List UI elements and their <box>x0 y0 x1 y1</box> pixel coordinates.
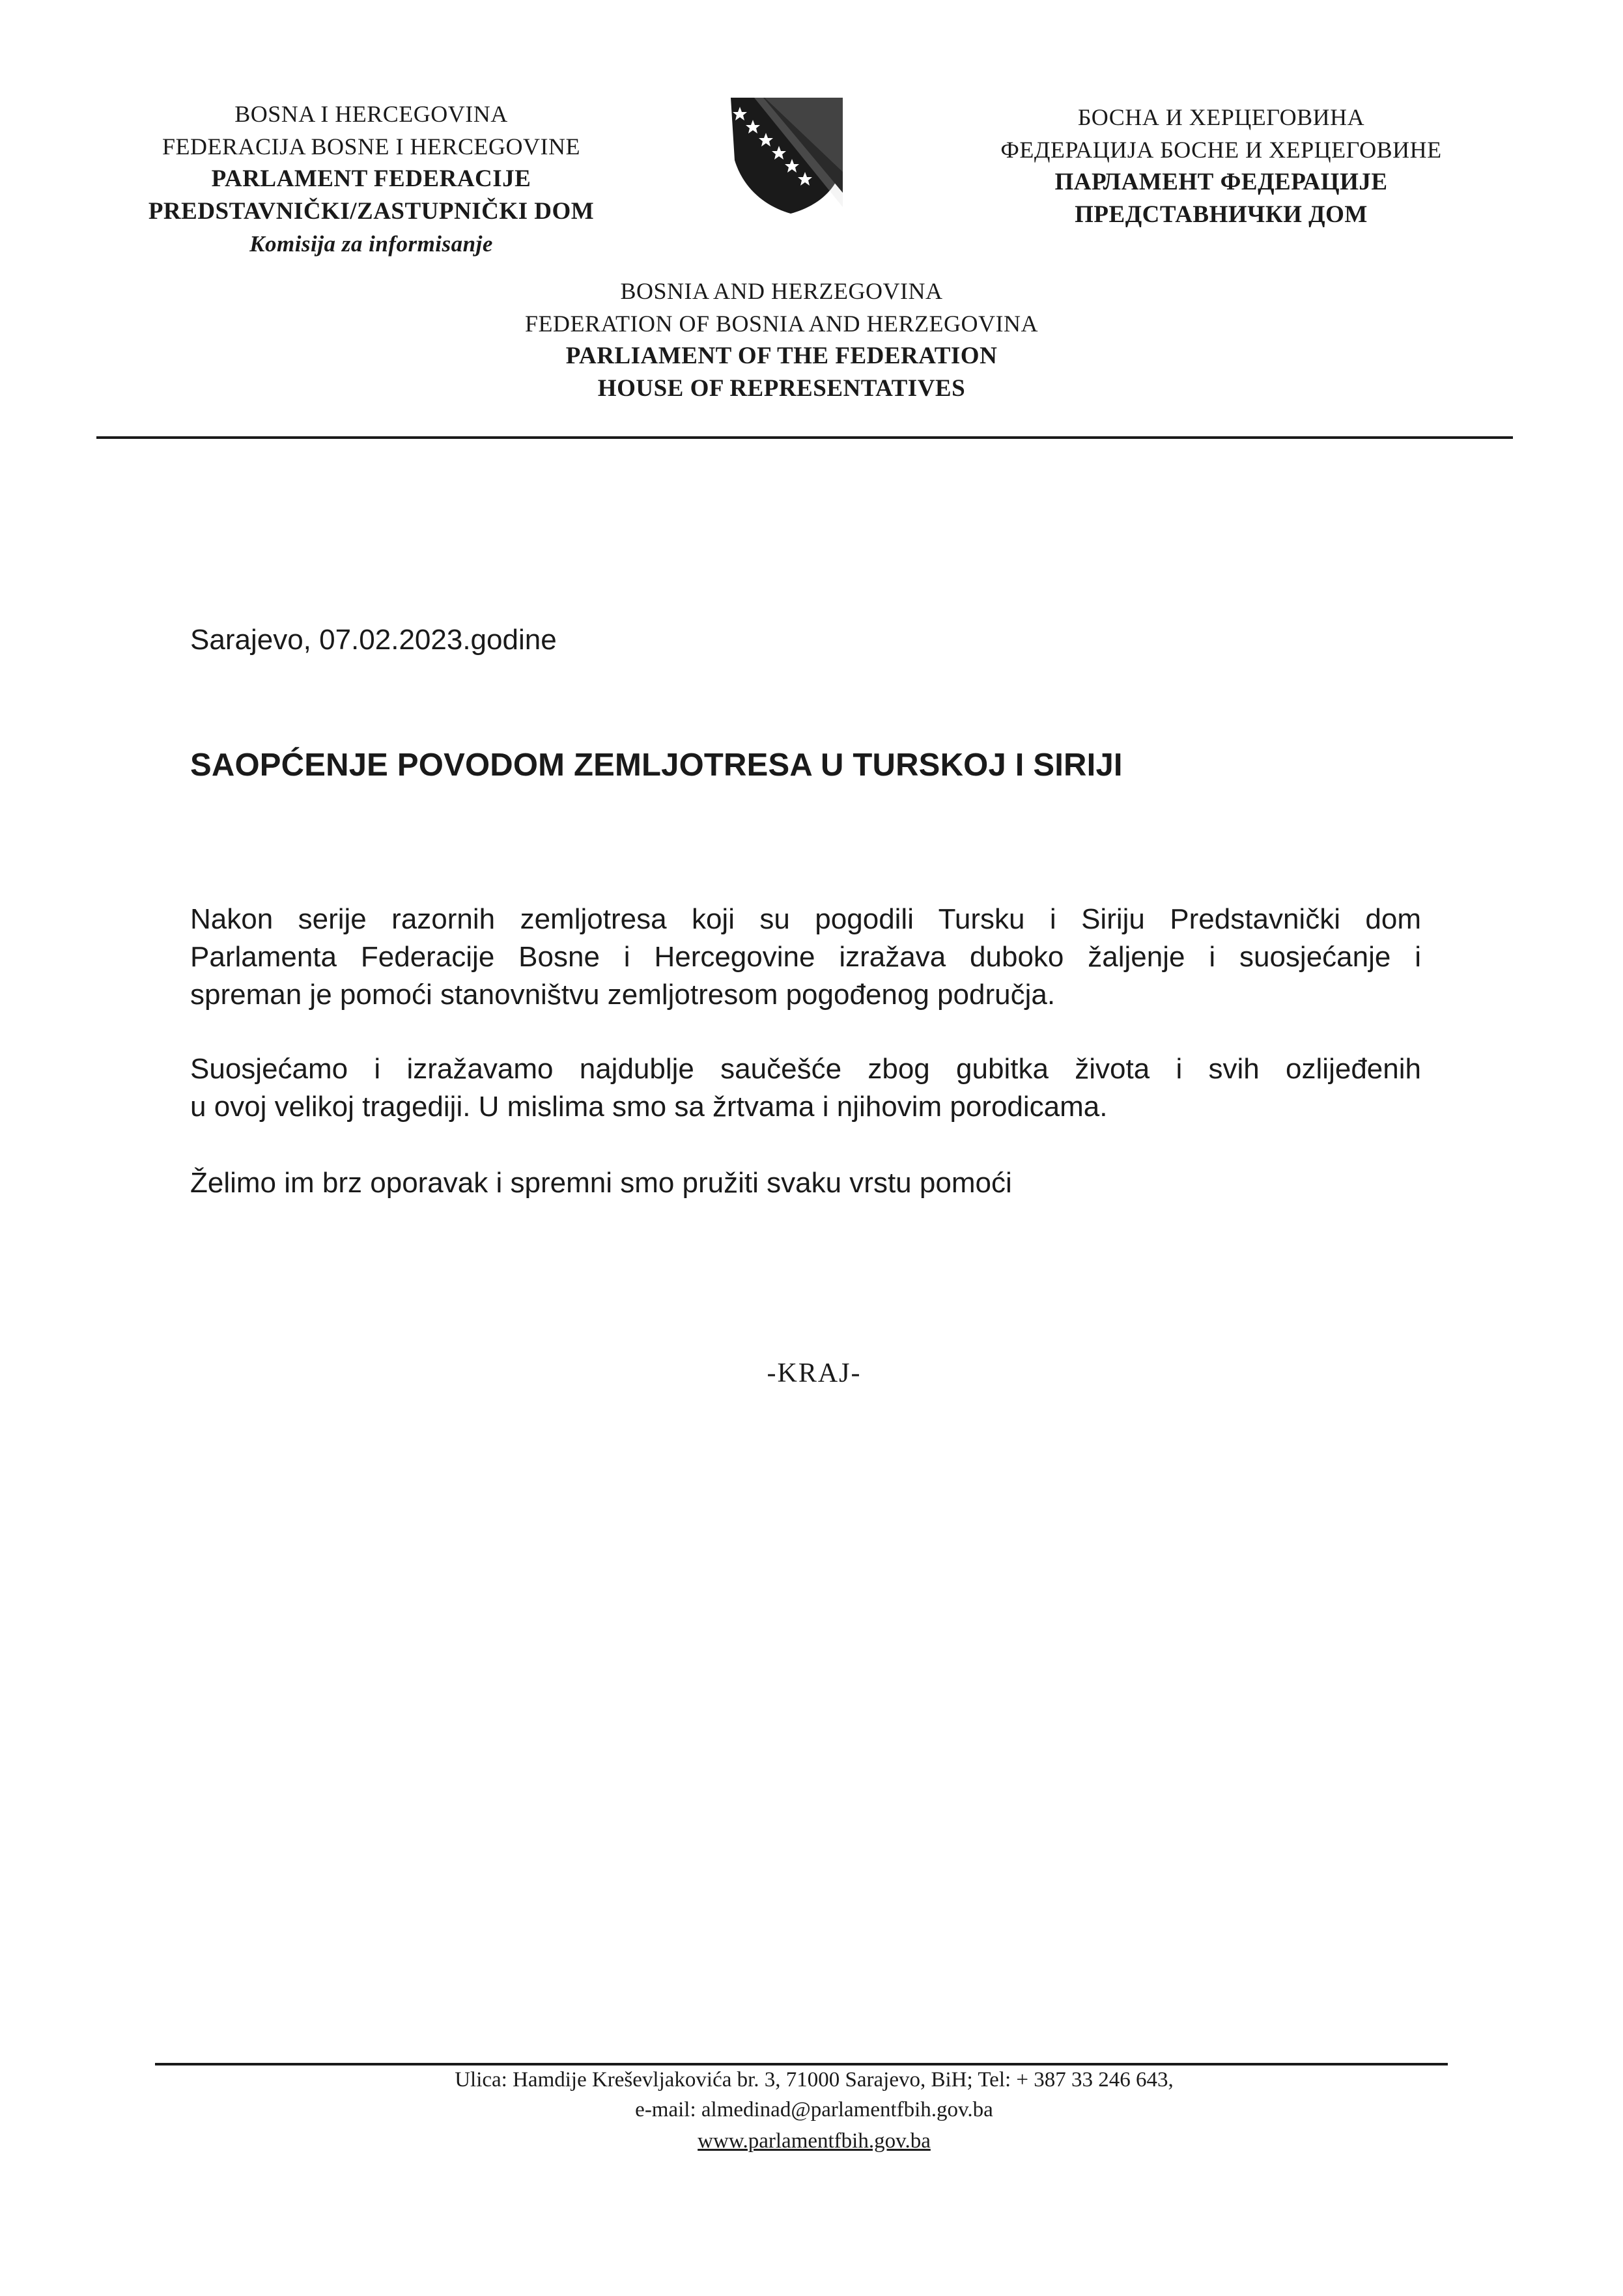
footer-address: Ulica: Hamdije Kreševljakovića br. 3, 71000 Sarajevo, BiH; Tel: + 387 33 246 643, <box>455 2068 1174 2092</box>
end-mark: -KRAJ- <box>767 1358 862 1388</box>
header-latin-commission: Komisija za informisanje <box>249 231 493 257</box>
header-latin-federation: FEDERACIJA BOSNE I HERCEGOVINE <box>162 133 580 160</box>
header-english-country: BOSNIA AND HERZEGOVINA <box>620 278 943 304</box>
footer-divider <box>155 2063 1448 2065</box>
paragraph-1 <box>190 901 1421 1014</box>
paragraph-2-line: u ovoj velikoj tragediji. U mislima smo sa žrtvama i njihovim porodicama. <box>190 1091 1108 1123</box>
header-cyrillic <box>938 101 1504 231</box>
header-english-house: HOUSE OF REPRESENTATIVES <box>597 375 966 402</box>
header-english <box>417 275 1146 405</box>
header-latin-country: BOSNA I HERCEGOVINA <box>234 101 508 127</box>
paragraph-2-line: Suosjećamo i izražavamo najdublje saučešće zbog gubitka života i svih ozlijeđenih <box>190 1053 1421 1085</box>
paragraph-1-line: Nakon serije razornih zemljotresa koji su pogodili Tursku i Siriju Predstavnički dom <box>190 903 1421 935</box>
header-divider <box>96 436 1513 439</box>
paragraph-3 <box>190 1164 1421 1202</box>
header-latin <box>98 98 645 260</box>
header-english-federation: FEDERATION OF BOSNIA AND HERZEGOVINA <box>524 311 1038 337</box>
header-cyrillic-parliament: ПАРЛАМЕНТ ФЕДЕРАЦИЈЕ <box>1054 169 1388 195</box>
footer-email[interactable]: e-mail: almedinad@parlamentfbih.gov.ba <box>635 2098 993 2121</box>
header-cyrillic-country: БОСНА И ХЕРЦЕГОВИНА <box>1077 104 1365 130</box>
paragraph-1-line: spreman je pomoći stanovništvu zemljotresom pogođenog područja. <box>190 979 1056 1011</box>
header-cyrillic-federation: ФЕДЕРАЦИЈА БОСНЕ И ХЕРЦЕГОВИНЕ <box>1000 137 1442 163</box>
paragraph-1-line: Parlamenta Federacije Bosne i Hercegovine izražava duboko žaljenje i suosjećanje i <box>190 941 1421 973</box>
header-latin-parliament: PARLAMENT FEDERACIJE <box>211 165 531 192</box>
date-line: Sarajevo, 07.02.2023.godine <box>190 624 557 656</box>
header-english-parliament: PARLIAMENT OF THE FEDERATION <box>565 343 998 369</box>
bih-coat-of-arms-icon <box>728 95 845 216</box>
header-latin-house: PREDSTAVNIČKI/ZASTUPNIČKI DOM <box>148 198 595 225</box>
footer-website-link[interactable]: www.parlamentfbih.gov.ba <box>698 2129 931 2153</box>
header-cyrillic-house: ПРЕДСТАВНИЧКИ ДОМ <box>1075 201 1368 228</box>
document-title: SAOPĆENJE POVODOM ZEMLJOTRESA U TURSKOJ I SIRIJI <box>190 748 1123 783</box>
paragraph-3-line: Želimo im brz oporavak i spremni smo pružiti svaku vrstu pomoći <box>190 1167 1012 1199</box>
paragraph-2 <box>190 1050 1421 1126</box>
